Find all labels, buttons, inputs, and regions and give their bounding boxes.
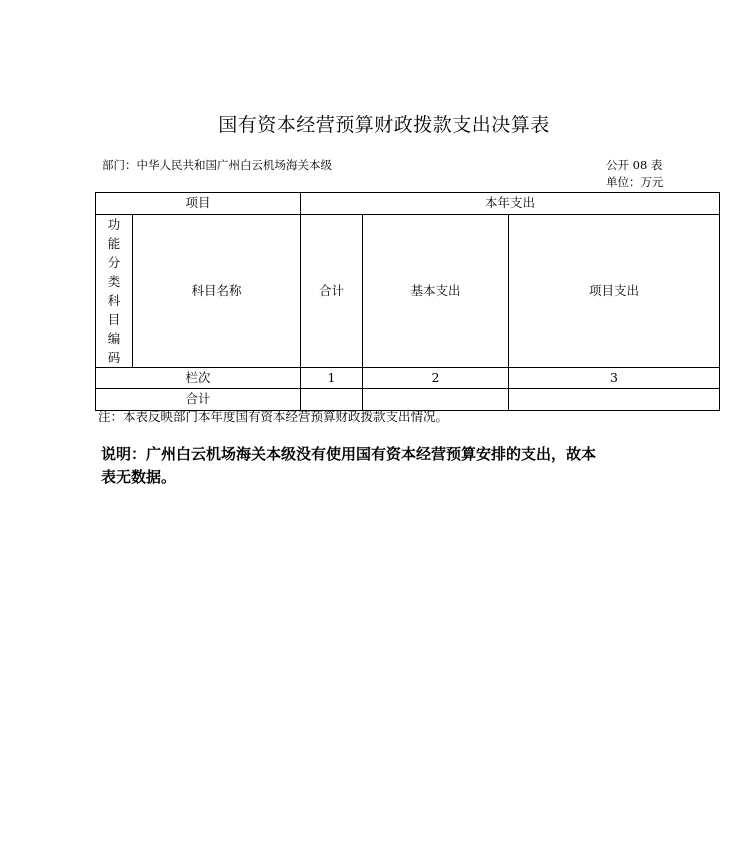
form-number: 公开 08 表 <box>606 158 663 172</box>
table-header-row <box>96 193 720 215</box>
header-expense: 本年支出 <box>301 193 720 215</box>
total-row-label: 合计 <box>96 389 301 411</box>
func-code-cell <box>96 215 133 368</box>
basic-col-header: 基本支出 <box>363 215 509 368</box>
explanation-text: 说明：广州白云机场海关本级没有使用国有资本经营预算安排的支出，故本表无数据。 <box>101 445 597 486</box>
column-index-row <box>96 368 720 389</box>
expenditure-table <box>95 192 720 411</box>
total-col-header: 合计 <box>301 215 363 368</box>
project-col-header: 项目支出 <box>509 215 720 368</box>
func-code-header: 功能分类科目编码 <box>107 217 121 365</box>
row-index-1: 1 <box>301 368 363 389</box>
total-value-3 <box>509 389 720 411</box>
row-index-2: 2 <box>363 368 509 389</box>
row-index-3: 3 <box>509 368 720 389</box>
row-index-label: 栏次 <box>96 368 301 389</box>
subject-name-header: 科目名称 <box>133 215 301 368</box>
header-item: 项目 <box>96 193 301 215</box>
unit-label: 单位：万元 <box>606 175 664 189</box>
page-title: 国有资本经营预算财政拨款支出决算表 <box>218 114 550 136</box>
table-subheader-row <box>96 215 720 368</box>
department-label: 部门：中华人民共和国广州白云机场海关本级 <box>102 158 332 172</box>
table-note: 注：本表反映部门本年度国有资本经营预算财政拨款支出情况。 <box>98 409 449 424</box>
